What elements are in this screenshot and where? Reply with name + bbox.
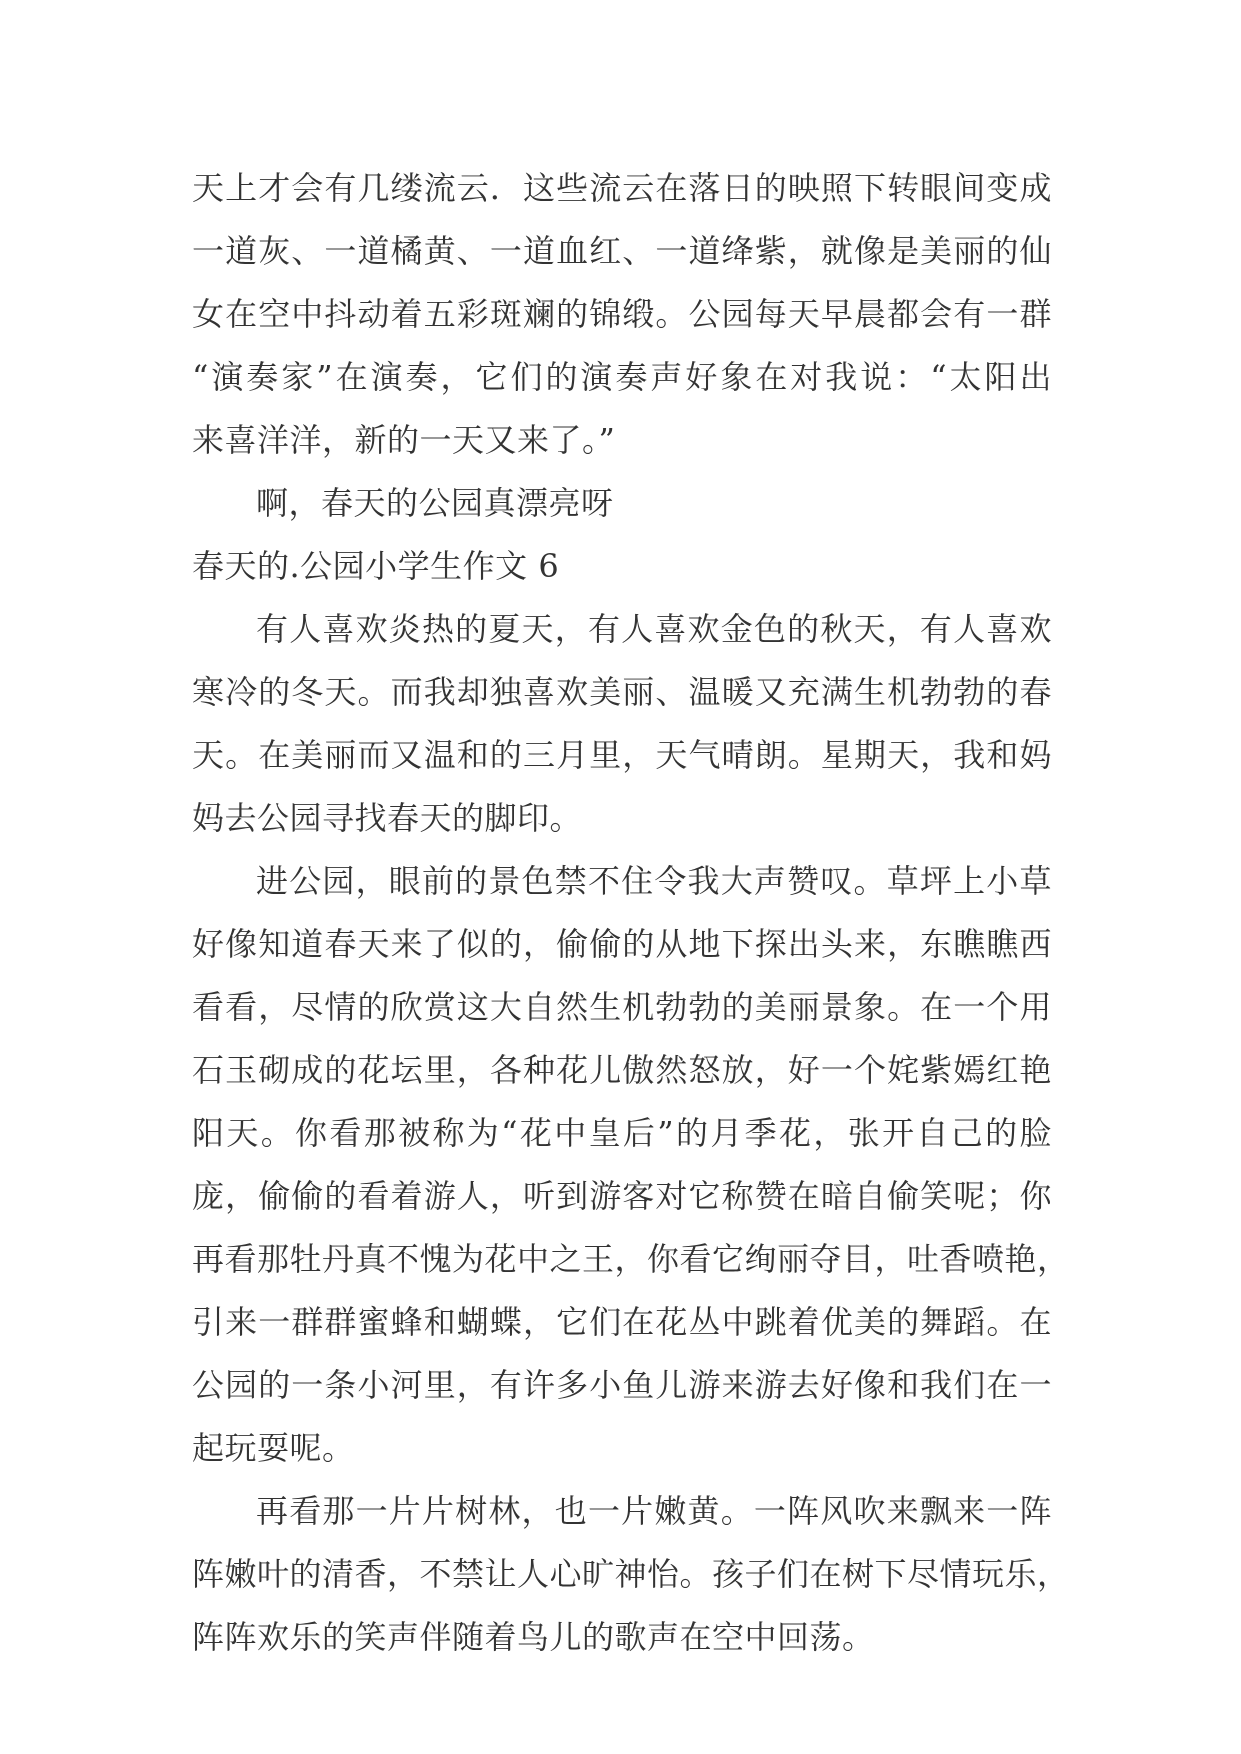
text-line: 啊，春天的公园真漂亮呀 xyxy=(256,484,614,522)
text-line: 好像知道春天来了似的，偷偷的从地下探出头来，东瞧瞧西 xyxy=(192,925,1052,963)
text-line: 看看，尽情的欣赏这大自然生机勃勃的美丽景象。在一个用 xyxy=(192,988,1052,1026)
text-line: 再看那一片片树林，也一片嫩黄。一阵风吹来飘来一阵 xyxy=(256,1492,1052,1530)
text-line: “演奏家”在演奏，它们的演奏声好象在对我说：“太阳出 xyxy=(192,358,1052,396)
text-line: 起玩耍呢。 xyxy=(192,1429,355,1467)
text-line: 一道灰、一道橘黄、一道血红、一道绛紫，就像是美丽的仙 xyxy=(192,232,1052,270)
text-line: 妈去公园寻找春天的脚印。 xyxy=(192,799,583,837)
section-heading: 春天的.公园小学生作文 6 xyxy=(192,547,560,585)
text-line: 阳天。你看那被称为“花中皇后”的月季花，张开自己的脸 xyxy=(192,1114,1052,1152)
text-line: 石玉砌成的花坛里，各种花儿傲然怒放，好一个姹紫嫣红艳 xyxy=(192,1051,1052,1089)
text-line: 庞，偷偷的看着游人，听到游客对它称赞在暗自偷笑呢；你 xyxy=(192,1177,1052,1215)
text-line: 来喜洋洋，新的一天又来了。” xyxy=(192,421,616,459)
text-line: 公园的一条小河里，有许多小鱼儿游来游去好像和我们在一 xyxy=(192,1366,1052,1404)
text-line: 天上才会有几缕流云．这些流云在落日的映照下转眼间变成 xyxy=(192,169,1052,207)
text-line: 阵嫩叶的清香，不禁让人心旷神怡。孩子们在树下尽情玩乐， xyxy=(192,1555,1070,1593)
text-line: 进公园，眼前的景色禁不住令我大声赞叹。草坪上小草 xyxy=(256,862,1052,900)
text-line: 女在空中抖动着五彩斑斓的锦缎。公园每天早晨都会有一群 xyxy=(192,295,1052,333)
text-line: 天。在美丽而又温和的三月里，天气晴朗。星期天，我和妈 xyxy=(192,736,1052,774)
text-line: 再看那牡丹真不愧为花中之王，你看它绚丽夺目，吐香喷艳， xyxy=(192,1240,1070,1278)
text-line: 引来一群群蜜蜂和蝴蝶，它们在花丛中跳着优美的舞蹈。在 xyxy=(192,1303,1052,1341)
text-line: 有人喜欢炎热的夏天，有人喜欢金色的秋天，有人喜欢 xyxy=(256,610,1052,648)
text-line: 寒冷的冬天。而我却独喜欢美丽、温暖又充满生机勃勃的春 xyxy=(192,673,1052,711)
text-line: 阵阵欢乐的笑声伴随着鸟儿的歌声在空中回荡。 xyxy=(192,1618,875,1656)
